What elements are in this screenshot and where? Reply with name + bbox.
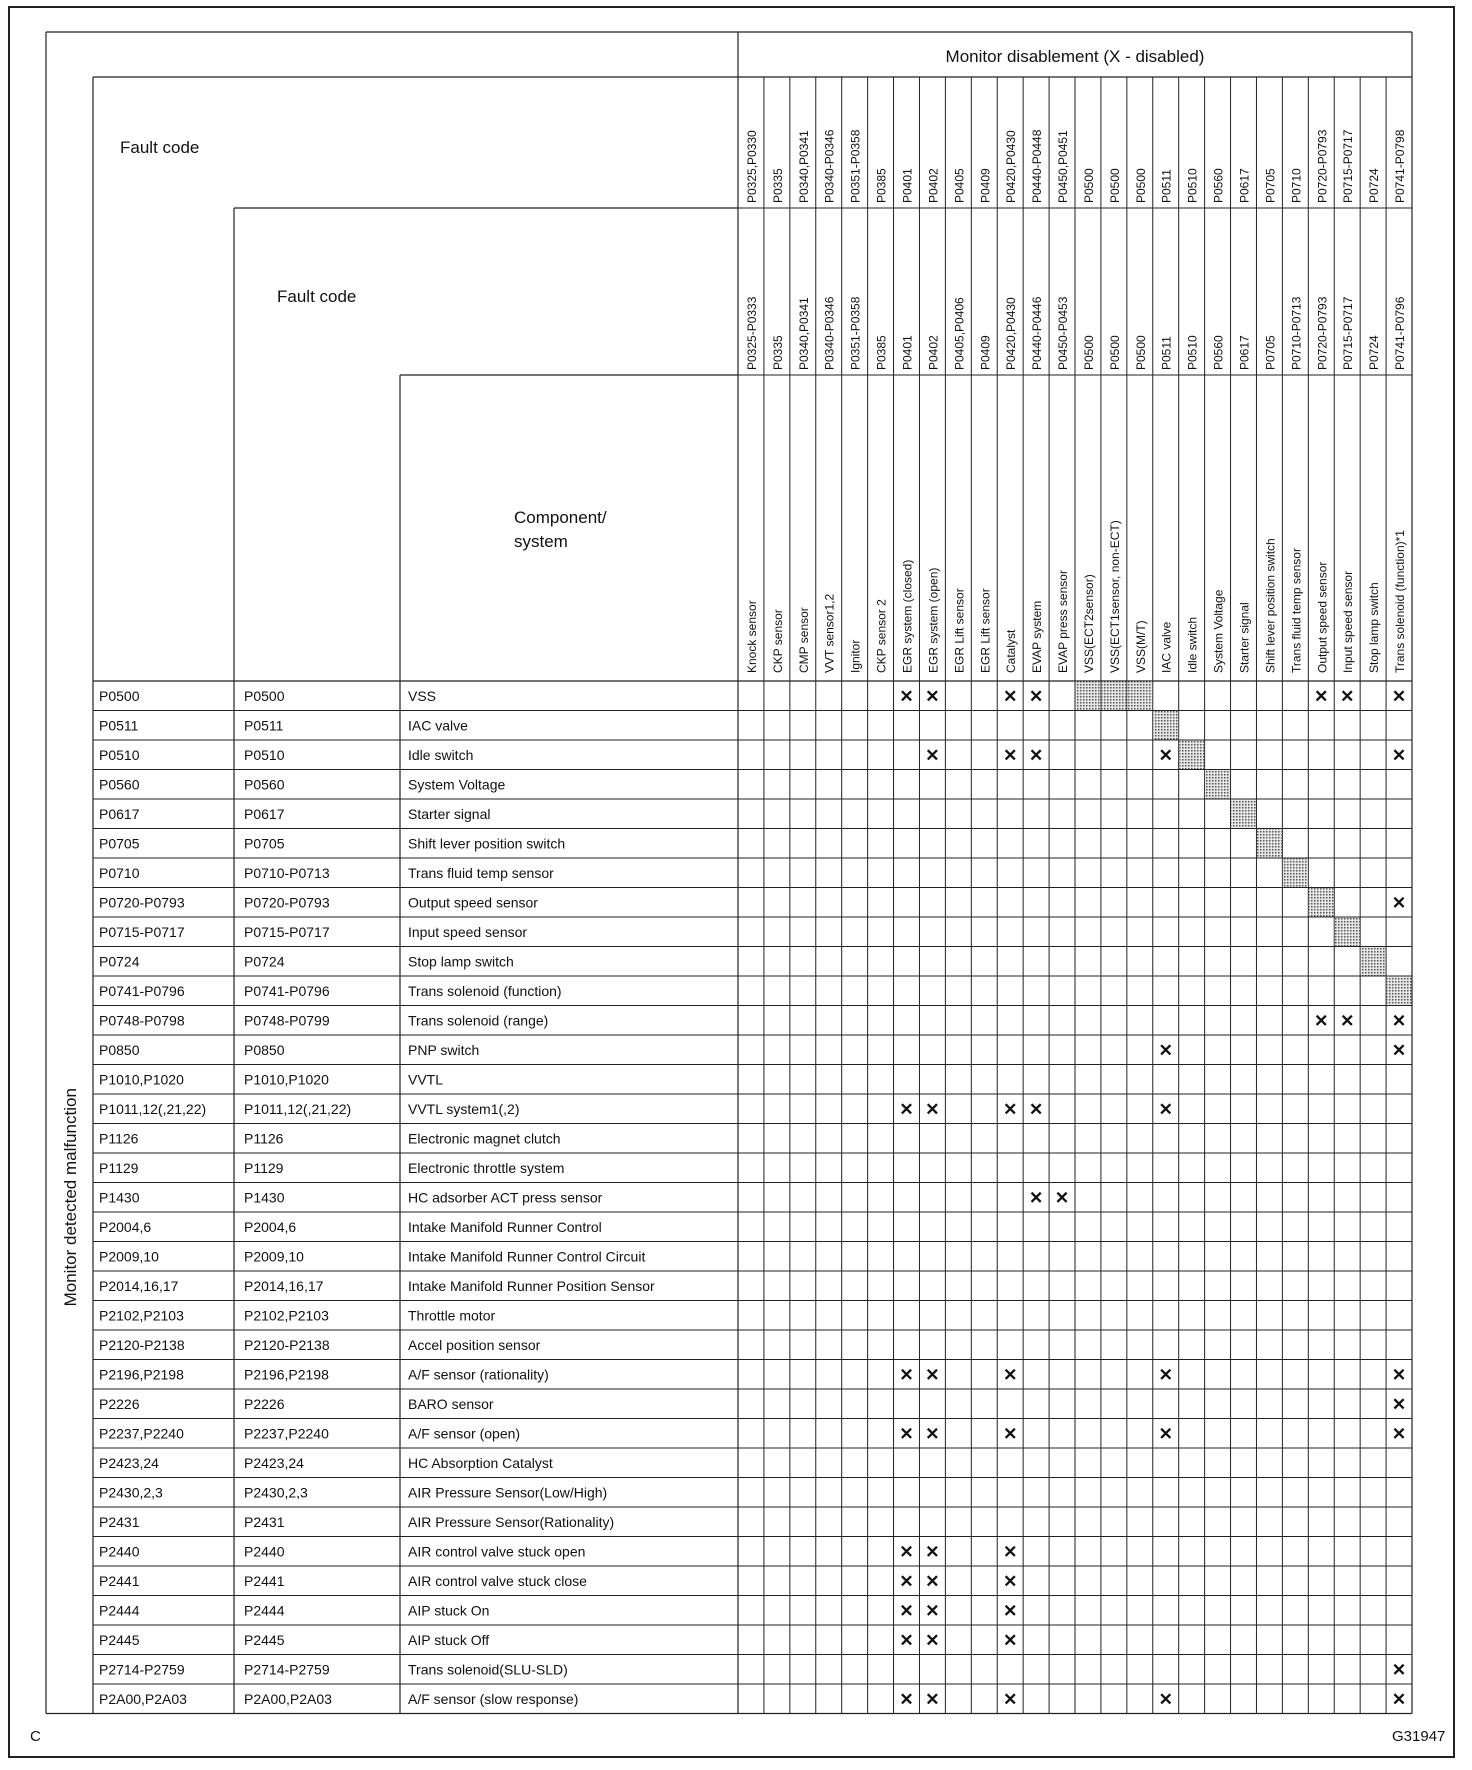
row-code1: P0511 xyxy=(99,717,139,734)
x-disabled-mark: ✕ xyxy=(1003,1571,1018,1591)
row-code1: P0720-P0793 xyxy=(99,894,185,911)
row-code2: P1126 xyxy=(244,1130,284,1147)
x-disabled-mark: ✕ xyxy=(925,1571,940,1591)
row-code1: P2444 xyxy=(99,1602,140,1619)
x-disabled-mark: ✕ xyxy=(1158,1040,1173,1060)
row-code2: P2A00,P2A03 xyxy=(244,1690,332,1707)
column-code2: P0500 xyxy=(1133,335,1148,370)
row-code2: P1430 xyxy=(244,1189,285,1206)
column-component: Knock sensor xyxy=(744,600,759,673)
column-code1: P0500 xyxy=(1107,168,1122,203)
fault-code-header-1: Fault code xyxy=(120,138,200,157)
shaded-cell xyxy=(1153,711,1178,740)
column-component: Input speed sensor xyxy=(1341,570,1356,673)
row-code1: P2196,P2198 xyxy=(99,1366,184,1383)
x-disabled-mark: ✕ xyxy=(1028,1188,1044,1208)
x-disabled-mark: ✕ xyxy=(1391,1040,1407,1060)
figure-id: G31947 xyxy=(1392,1728,1446,1745)
component-header-line1: Component/ xyxy=(514,508,607,527)
row-code2: P0710-P0713 xyxy=(244,864,330,881)
row-component: HC Absorption Catalyst xyxy=(408,1454,553,1471)
x-disabled-mark: ✕ xyxy=(925,1099,940,1119)
row-component: Trans solenoid(SLU-SLD) xyxy=(408,1661,568,1678)
column-code2: P0351-P0358 xyxy=(848,296,863,370)
column-code1: P0450,P0451 xyxy=(1056,130,1071,203)
row-code2: P2004,6 xyxy=(244,1218,297,1235)
row-code1: P0850 xyxy=(99,1041,140,1058)
column-code2: P0560 xyxy=(1211,335,1226,370)
row-code1: P2431 xyxy=(99,1513,140,1530)
row-code1: P2440 xyxy=(99,1543,140,1560)
row-code2: P2714-P2759 xyxy=(244,1661,330,1678)
row-code2: P0617 xyxy=(244,805,285,822)
column-component: Trans fluid temp sensor xyxy=(1289,548,1304,673)
row-component: A/F sensor (slow response) xyxy=(408,1690,579,1707)
row-code1: P0748-P0798 xyxy=(99,1012,185,1029)
x-disabled-mark: ✕ xyxy=(1391,1011,1407,1031)
row-component: AIR Pressure Sensor(Low/High) xyxy=(408,1484,608,1501)
row-code1: P0560 xyxy=(99,776,140,793)
shaded-cell xyxy=(1257,829,1282,858)
row-code2: P2430,2,3 xyxy=(244,1484,308,1501)
shaded-cell xyxy=(1101,682,1126,711)
x-disabled-mark: ✕ xyxy=(925,1601,940,1621)
row-component: AIP stuck Off xyxy=(408,1631,490,1648)
x-disabled-mark: ✕ xyxy=(925,1424,940,1444)
column-component: System Voltage xyxy=(1211,589,1226,673)
column-code2: P0720-P0793 xyxy=(1315,296,1330,370)
x-disabled-mark: ✕ xyxy=(899,1099,914,1119)
column-component: CKP sensor xyxy=(770,609,785,673)
row-code2: P0720-P0793 xyxy=(244,894,330,911)
column-code1: P0560 xyxy=(1211,168,1226,203)
x-disabled-mark: ✕ xyxy=(1003,1601,1018,1621)
column-code1: P0351-P0358 xyxy=(848,129,863,203)
column-code1: P0340-P0346 xyxy=(822,129,837,203)
column-component: EGR Lift sensor xyxy=(978,588,993,673)
x-disabled-mark: ✕ xyxy=(1158,745,1173,765)
row-code2: P0850 xyxy=(244,1041,285,1058)
row-code1: P2714-P2759 xyxy=(99,1661,185,1678)
column-code2: P0741-P0796 xyxy=(1393,296,1408,370)
row-code1: P0724 xyxy=(99,953,140,970)
column-code1: P0335 xyxy=(770,168,785,203)
column-code1: P0500 xyxy=(1081,168,1096,203)
row-code2: P0741-P0796 xyxy=(244,982,330,999)
row-component: Throttle motor xyxy=(408,1307,496,1324)
row-code1: P2237,P2240 xyxy=(99,1425,184,1442)
row-component: AIR Pressure Sensor(Rationality) xyxy=(408,1513,615,1530)
x-disabled-mark: ✕ xyxy=(1054,1188,1070,1208)
column-code1: P0402 xyxy=(926,168,941,203)
column-code1: P0710 xyxy=(1289,168,1304,203)
row-code1: P1011,12(,21,22) xyxy=(99,1100,207,1117)
column-code2: P0500 xyxy=(1107,335,1122,370)
row-code2: P2431 xyxy=(244,1513,285,1530)
row-component: A/F sensor (open) xyxy=(408,1425,521,1442)
row-code2: P2237,P2240 xyxy=(244,1425,329,1442)
x-disabled-mark: ✕ xyxy=(899,1365,914,1385)
column-component: EGR system (open) xyxy=(926,567,941,673)
column-code2: P0385 xyxy=(874,335,889,370)
x-disabled-mark: ✕ xyxy=(899,1571,914,1591)
row-code1: P2A00,P2A03 xyxy=(99,1690,187,1707)
column-code2: P0500 xyxy=(1081,335,1096,370)
row-component: Starter signal xyxy=(408,805,491,822)
row-code2: P2445 xyxy=(244,1631,285,1648)
column-component: EVAP press sensor xyxy=(1056,570,1071,673)
column-component: Shift lever position switch xyxy=(1263,538,1278,673)
row-code1: P0705 xyxy=(99,835,140,852)
row-component: Output speed sensor xyxy=(408,894,538,911)
shaded-cell xyxy=(1335,918,1360,947)
x-disabled-mark: ✕ xyxy=(1028,686,1044,706)
x-disabled-mark: ✕ xyxy=(1158,1099,1173,1119)
row-component: AIR control valve stuck open xyxy=(408,1543,586,1560)
x-disabled-mark: ✕ xyxy=(1340,686,1355,706)
x-disabled-mark: ✕ xyxy=(1391,1365,1407,1385)
row-code2: P2444 xyxy=(244,1602,285,1619)
column-component: VSS(M/T) xyxy=(1133,620,1148,673)
row-component: Intake Manifold Runner Control Circuit xyxy=(408,1248,646,1265)
column-code1: P0511 xyxy=(1159,169,1174,203)
x-disabled-mark: ✕ xyxy=(1028,745,1044,765)
column-component: VSS(ECT1sensor, non-ECT) xyxy=(1107,520,1122,673)
column-code2: P0420,P0430 xyxy=(1004,297,1019,370)
x-disabled-mark: ✕ xyxy=(1391,745,1407,765)
row-code1: P0500 xyxy=(99,687,140,704)
x-disabled-mark: ✕ xyxy=(925,1630,940,1650)
column-code1: P0720-P0793 xyxy=(1315,129,1330,203)
column-code2: P0405,P0406 xyxy=(952,297,967,370)
row-component: Intake Manifold Runner Control xyxy=(408,1218,602,1235)
shaded-cell xyxy=(1231,800,1256,829)
row-code2: P0724 xyxy=(244,953,285,970)
x-disabled-mark: ✕ xyxy=(899,1689,914,1709)
row-component: Accel position sensor xyxy=(408,1336,541,1353)
row-code1: P2004,6 xyxy=(99,1218,152,1235)
x-disabled-mark: ✕ xyxy=(1391,686,1407,706)
column-code1: P0724 xyxy=(1367,168,1382,203)
column-code2: P0724 xyxy=(1367,335,1382,370)
row-code2: P0715-P0717 xyxy=(244,923,330,940)
row-code1: P2014,16,17 xyxy=(99,1277,179,1294)
x-disabled-mark: ✕ xyxy=(899,1542,914,1562)
row-code1: P2226 xyxy=(99,1395,140,1412)
row-component: Input speed sensor xyxy=(408,923,528,940)
column-code1: P0617 xyxy=(1237,168,1252,203)
column-code1: P0340,P0341 xyxy=(796,130,811,203)
x-disabled-mark: ✕ xyxy=(899,1630,914,1650)
column-code2: P0325-P0333 xyxy=(744,296,759,370)
x-disabled-mark: ✕ xyxy=(1158,1424,1173,1444)
x-disabled-mark: ✕ xyxy=(1003,686,1018,706)
row-component: Electronic throttle system xyxy=(408,1159,565,1176)
row-code1: P2430,2,3 xyxy=(99,1484,163,1501)
row-component: HC adsorber ACT press sensor xyxy=(408,1189,603,1206)
row-component: Trans solenoid (function) xyxy=(408,982,562,999)
column-code2: P0401 xyxy=(900,335,915,370)
row-code1: P0710 xyxy=(99,864,140,881)
monitor-disablement-title: Monitor disablement (X - disabled) xyxy=(945,47,1205,66)
x-disabled-mark: ✕ xyxy=(1003,1424,1018,1444)
row-code1: P0510 xyxy=(99,746,140,763)
row-component: AIP stuck On xyxy=(408,1602,490,1619)
row-code1: P1010,P1020 xyxy=(99,1071,184,1088)
column-code1: P0741-P0798 xyxy=(1393,129,1408,203)
column-component: IAC valve xyxy=(1159,621,1174,673)
column-code2: P0409 xyxy=(978,335,993,370)
row-code2: P2423,24 xyxy=(244,1454,304,1471)
column-code2: P0510 xyxy=(1185,335,1200,370)
column-code2: P0440-P0446 xyxy=(1030,296,1045,370)
column-code1: P0401 xyxy=(900,168,915,203)
column-code2: P0511 xyxy=(1159,336,1174,370)
x-disabled-mark: ✕ xyxy=(925,745,940,765)
column-code2: P0617 xyxy=(1237,335,1252,370)
x-disabled-mark: ✕ xyxy=(1003,1099,1018,1119)
row-code2: P2441 xyxy=(244,1572,285,1589)
x-disabled-mark: ✕ xyxy=(925,1542,940,1562)
column-component: VSS(ECT2sensor) xyxy=(1081,574,1096,673)
row-component: Shift lever position switch xyxy=(408,835,566,852)
column-code1: P0715-P0717 xyxy=(1341,129,1356,203)
x-disabled-mark: ✕ xyxy=(1391,1424,1407,1444)
column-code2: P0335 xyxy=(770,335,785,370)
x-disabled-mark: ✕ xyxy=(1340,1011,1355,1031)
row-component: IAC valve xyxy=(408,717,468,734)
x-disabled-mark: ✕ xyxy=(1314,686,1329,706)
row-code2: P1011,12(,21,22) xyxy=(244,1100,352,1117)
row-component: Intake Manifold Runner Position Sensor xyxy=(408,1277,655,1294)
row-component: A/F sensor (rationality) xyxy=(408,1366,549,1383)
column-code1: P0500 xyxy=(1133,168,1148,203)
shaded-cell xyxy=(1283,859,1308,888)
x-disabled-mark: ✕ xyxy=(1003,745,1018,765)
x-disabled-mark: ✕ xyxy=(1391,893,1407,913)
row-code2: P2196,P2198 xyxy=(244,1366,329,1383)
row-code1: P2102,P2103 xyxy=(99,1307,184,1324)
column-code1: P0409 xyxy=(978,168,993,203)
footer-left-letter: C xyxy=(30,1728,41,1745)
column-component: Trans solenoid (function)*1 xyxy=(1393,530,1408,673)
x-disabled-mark: ✕ xyxy=(1003,1630,1018,1650)
row-code2: P0511 xyxy=(244,717,284,734)
row-code1: P0741-P0796 xyxy=(99,982,185,999)
column-component: EVAP system xyxy=(1030,600,1045,673)
x-disabled-mark: ✕ xyxy=(925,1365,940,1385)
x-disabled-mark: ✕ xyxy=(899,1424,914,1444)
column-code1: P0405 xyxy=(952,168,967,203)
row-code2: P0500 xyxy=(244,687,285,704)
row-code2: P0705 xyxy=(244,835,285,852)
fault-code-header-2: Fault code xyxy=(277,287,357,306)
column-code2: P0715-P0717 xyxy=(1341,296,1356,370)
row-code2: P0560 xyxy=(244,776,285,793)
row-code1: P1126 xyxy=(99,1130,139,1147)
row-code2: P2440 xyxy=(244,1543,285,1560)
x-disabled-mark: ✕ xyxy=(925,1689,940,1709)
column-component: EGR system (closed) xyxy=(900,559,915,673)
column-component: VVT sensor1,2 xyxy=(822,593,837,673)
column-code2: P0340-P0346 xyxy=(822,296,837,370)
row-component: VSS xyxy=(408,687,437,704)
component-header-line2: system xyxy=(514,532,568,551)
shaded-cell xyxy=(1076,682,1101,711)
row-code2: P2009,10 xyxy=(244,1248,304,1265)
row-component: Stop lamp switch xyxy=(408,953,514,970)
x-disabled-mark: ✕ xyxy=(899,686,914,706)
row-component: PNP switch xyxy=(408,1041,480,1058)
x-disabled-mark: ✕ xyxy=(1003,1689,1018,1709)
row-code1: P0715-P0717 xyxy=(99,923,185,940)
x-disabled-mark: ✕ xyxy=(925,686,940,706)
row-code2: P1010,P1020 xyxy=(244,1071,329,1088)
row-component: System Voltage xyxy=(408,776,506,793)
row-component: AIR control valve stuck close xyxy=(408,1572,587,1589)
row-code1: P0617 xyxy=(99,805,140,822)
row-component: Electronic magnet clutch xyxy=(408,1130,561,1147)
column-component: Output speed sensor xyxy=(1315,561,1330,673)
column-code2: P0450-P0453 xyxy=(1056,296,1071,370)
row-component: Trans fluid temp sensor xyxy=(408,864,554,881)
shaded-cell xyxy=(1309,888,1334,917)
row-component: Trans solenoid (range) xyxy=(408,1012,549,1029)
column-component: Idle switch xyxy=(1185,616,1200,673)
column-code1: P0440-P0448 xyxy=(1030,129,1045,203)
column-component: Stop lamp switch xyxy=(1367,582,1382,673)
row-component: VVTL xyxy=(408,1071,444,1088)
x-disabled-mark: ✕ xyxy=(1028,1099,1044,1119)
row-code1: P1129 xyxy=(99,1159,139,1176)
column-code1: P0385 xyxy=(874,168,889,203)
shaded-cell xyxy=(1361,947,1386,976)
row-code2: P2014,16,17 xyxy=(244,1277,324,1294)
row-component: BARO sensor xyxy=(408,1395,494,1412)
side-label-monitor-detected: Monitor detected malfunction xyxy=(61,1088,80,1307)
x-disabled-mark: ✕ xyxy=(899,1601,914,1621)
row-code2: P1129 xyxy=(244,1159,284,1176)
row-code1: P2423,24 xyxy=(99,1454,159,1471)
row-code2: P0510 xyxy=(244,746,285,763)
row-component: VVTL system1(,2) xyxy=(408,1100,520,1117)
column-component: Starter signal xyxy=(1237,602,1252,673)
row-component: Idle switch xyxy=(408,746,474,763)
column-code1: P0510 xyxy=(1185,168,1200,203)
x-disabled-mark: ✕ xyxy=(1158,1365,1173,1385)
x-disabled-mark: ✕ xyxy=(1003,1542,1018,1562)
shaded-cell xyxy=(1387,977,1412,1006)
row-code2: P0748-P0799 xyxy=(244,1012,330,1029)
column-code1: P0420,P0430 xyxy=(1004,130,1019,203)
column-code1: P0705 xyxy=(1263,168,1278,203)
column-code2: P0340,P0341 xyxy=(796,297,811,370)
column-code2: P0705 xyxy=(1263,335,1278,370)
column-code1: P0325,P0330 xyxy=(744,130,759,203)
column-code2: P0710-P0713 xyxy=(1289,296,1304,370)
shaded-cell xyxy=(1127,682,1152,711)
x-disabled-mark: ✕ xyxy=(1314,1011,1329,1031)
row-code2: P2102,P2103 xyxy=(244,1307,329,1324)
row-code1: P2441 xyxy=(99,1572,140,1589)
x-disabled-mark: ✕ xyxy=(1391,1394,1407,1414)
shaded-cell xyxy=(1205,770,1230,799)
column-component: Ignitor xyxy=(848,639,863,673)
row-code1: P2120-P2138 xyxy=(99,1336,185,1353)
x-disabled-mark: ✕ xyxy=(1391,1660,1407,1680)
column-component: CMP sensor xyxy=(796,607,811,673)
column-component: Catalyst xyxy=(1004,629,1019,673)
shaded-cell xyxy=(1179,741,1204,770)
x-disabled-mark: ✕ xyxy=(1391,1689,1407,1709)
column-code2: P0402 xyxy=(926,335,941,370)
row-code1: P1430 xyxy=(99,1189,140,1206)
x-disabled-mark: ✕ xyxy=(1158,1689,1173,1709)
column-component: CKP sensor 2 xyxy=(874,599,889,673)
row-code2: P2120-P2138 xyxy=(244,1336,330,1353)
column-component: EGR Lift sensor xyxy=(952,588,967,673)
row-code1: P2445 xyxy=(99,1631,140,1648)
row-code2: P2226 xyxy=(244,1395,285,1412)
row-code1: P2009,10 xyxy=(99,1248,159,1265)
x-disabled-mark: ✕ xyxy=(1003,1365,1018,1385)
